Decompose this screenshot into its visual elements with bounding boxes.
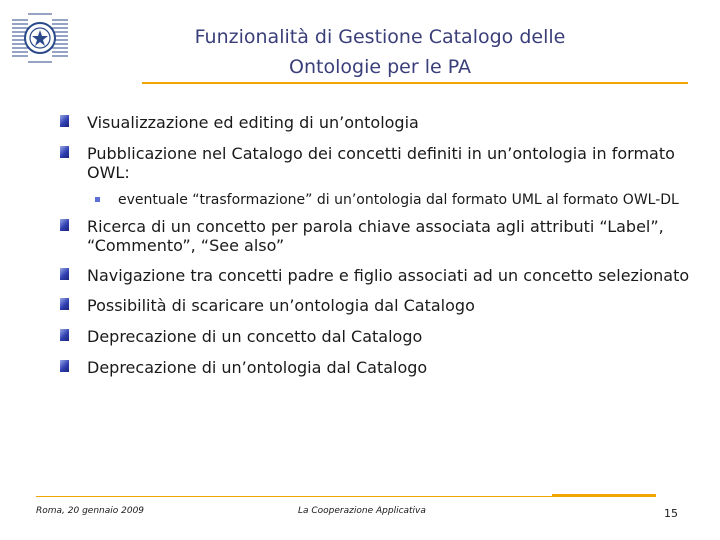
bullet-item [60, 217, 690, 255]
bullet-square-icon [60, 219, 69, 231]
bullet-square-icon [60, 268, 69, 280]
bullet-item [60, 296, 690, 315]
footer-divider-accent [552, 494, 656, 497]
bullet-text: Pubblicazione nel Catalogo dei concetti definiti in un’ontologia in formato OWL: [87, 144, 675, 182]
bullet-text: Deprecazione di un’ontologia dal Catalogo [87, 358, 428, 377]
bullet-square-icon [60, 115, 69, 127]
sub-bullet-item [60, 192, 690, 208]
footer-date: Roma, 20 gennaio 2009 [36, 506, 145, 516]
bullet-list [60, 113, 690, 377]
bullet-text: Navigazione tra concetti padre e figlio associati ad un concetto selezionato [87, 266, 690, 285]
bullet-item [60, 327, 690, 346]
bullet-item [60, 113, 690, 132]
bullet-item [60, 266, 690, 285]
page-number: 15 [664, 507, 678, 520]
sub-bullet-text: eventuale “trasformazione” di un’ontologia dal formato UML al formato OWL-DL [118, 192, 679, 208]
title-divider [142, 82, 688, 84]
republic-emblem-icon [8, 10, 72, 68]
bullet-square-icon [60, 146, 69, 158]
sub-bullet-square-icon [95, 197, 100, 202]
bullet-text: Visualizzazione ed editing di un’ontologia [87, 113, 419, 132]
slide-title [120, 22, 640, 82]
bullet-item [60, 358, 690, 377]
bullet-square-icon [60, 329, 69, 341]
bullet-text: Ricerca di un concetto per parola chiave associata agli attributi “Label”, “Commento”, “See also” [87, 217, 664, 255]
slide-title-line1: Funzionalità di Gestione Catalogo delle [194, 26, 566, 48]
slide-title-line2: Ontologie per le PA [289, 56, 471, 78]
bullet-item [60, 144, 690, 182]
bullet-square-icon [60, 298, 69, 310]
footer-title: La Cooperazione Applicativa [298, 506, 426, 516]
footer-divider [36, 496, 556, 497]
bullet-text: Deprecazione di un concetto dal Catalogo [87, 327, 423, 346]
bullet-square-icon [60, 360, 69, 372]
bullet-text: Possibilità di scaricare un’ontologia dal Catalogo [87, 296, 475, 315]
